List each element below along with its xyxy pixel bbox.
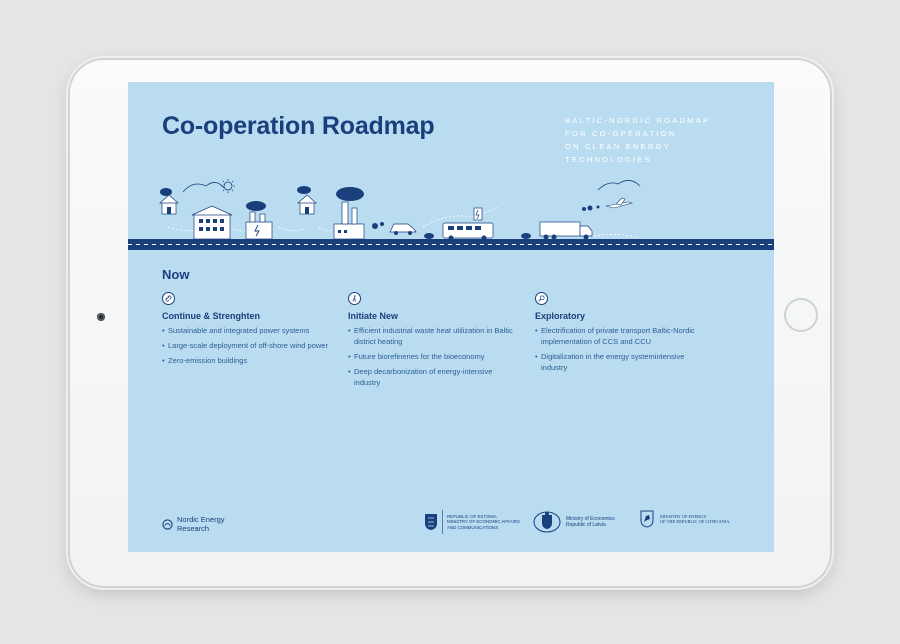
list-item: • Sustainable and integrated power systems — [162, 325, 332, 336]
subtitle-line: ON CLEAN ENERGY — [565, 142, 672, 151]
front-camera — [97, 313, 105, 321]
partner-logos-footer — [128, 507, 774, 542]
roadmap-illustration — [128, 172, 774, 252]
list-item: • Deep decarbonization of energy-intensive industry — [348, 366, 518, 388]
sun-icon — [221, 179, 235, 193]
logo-text: MINISTRY OF ENERGY — [660, 513, 707, 519]
list-item: • Zero-emission buildings — [162, 355, 332, 366]
apartment-building-icon — [192, 206, 232, 239]
cloud-outline — [598, 180, 640, 190]
car-icon — [372, 222, 416, 235]
roadmap-column-exploratory — [535, 292, 705, 377]
subtitle-line: TECHNOLOGIES — [565, 155, 652, 164]
lithuania-ministry-logo — [640, 510, 729, 528]
column-list — [162, 325, 332, 366]
logo-text: REPUBLIC OF ESTONIA — [447, 513, 497, 519]
link-icon — [162, 292, 175, 305]
latvia-ministry-name — [566, 516, 615, 529]
bush — [424, 233, 434, 239]
logo-text: Nordic Energy — [177, 515, 225, 524]
column-title: Continue & Strenghten — [162, 311, 260, 321]
logo-text: AND COMMUNICATIONS — [447, 524, 499, 530]
list-item: • Digitalization in the energy systemintensive industry — [535, 351, 705, 373]
column-title: Initiate New — [348, 311, 399, 321]
section-heading-now: Now — [162, 267, 190, 282]
lithuania-crest-icon — [640, 510, 654, 528]
bus-icon — [443, 223, 493, 241]
estonia-ministry-name — [447, 514, 520, 531]
cloud-outline — [183, 182, 224, 192]
roadmap-screen — [128, 82, 774, 552]
logo-text: OF THE REPUBLIC OF LITHUANIA — [660, 519, 730, 524]
power-station-icon — [246, 201, 272, 239]
latvia-crest-icon — [532, 510, 562, 534]
factory-icon — [334, 187, 364, 239]
logo-text: Research — [177, 524, 210, 533]
lithuania-ministry-name — [660, 514, 729, 525]
list-item: • Electrification of private transport Baltic-Nordic implementation of CCS and CCU — [535, 325, 705, 347]
bush — [521, 233, 531, 239]
subtitle-line: BALTIC-NORDIC ROADMAP — [565, 116, 711, 125]
nordic-energy-name — [177, 515, 225, 533]
logo-text: Republic of Latvia — [566, 522, 606, 528]
magnifier-icon — [535, 292, 548, 305]
nordic-energy-research-logo — [162, 515, 225, 533]
airplane-icon — [582, 198, 632, 211]
house-icon — [160, 188, 178, 214]
subtitle-line: FOR CO-OPERATION — [565, 129, 677, 138]
page-subtitle — [565, 114, 765, 166]
logo-divider — [442, 510, 443, 534]
column-title: Exploratory — [535, 311, 586, 321]
list-item: • Future biorefineries for the bioeconomy — [348, 351, 518, 362]
roadmap-column-continue — [162, 292, 332, 370]
roadmap-column-initiate — [348, 292, 518, 392]
road-edge — [594, 234, 638, 238]
nordic-energy-logo-icon — [162, 519, 173, 530]
walker-icon — [348, 292, 361, 305]
house-icon — [297, 186, 316, 214]
estonia-crest-icon — [424, 513, 438, 531]
latvia-ministry-logo — [532, 510, 615, 534]
home-button[interactable] — [784, 298, 818, 332]
list-item: • Efficient industrial waste heat utilization in Baltic district heating — [348, 325, 518, 347]
list-item: • Large-scale deployment of off-shore wind power — [162, 340, 332, 351]
logo-text: MINISTRY OF ECONOMIC AFFAIRS — [447, 519, 520, 525]
column-list — [348, 325, 518, 388]
estonia-ministry-logo — [424, 510, 520, 534]
truck-icon — [540, 222, 592, 240]
charging-station-icon — [474, 208, 482, 220]
column-list — [535, 325, 705, 373]
page-title: Co-operation Roadmap — [162, 112, 435, 140]
logo-text: Ministry of Economics — [566, 515, 615, 522]
